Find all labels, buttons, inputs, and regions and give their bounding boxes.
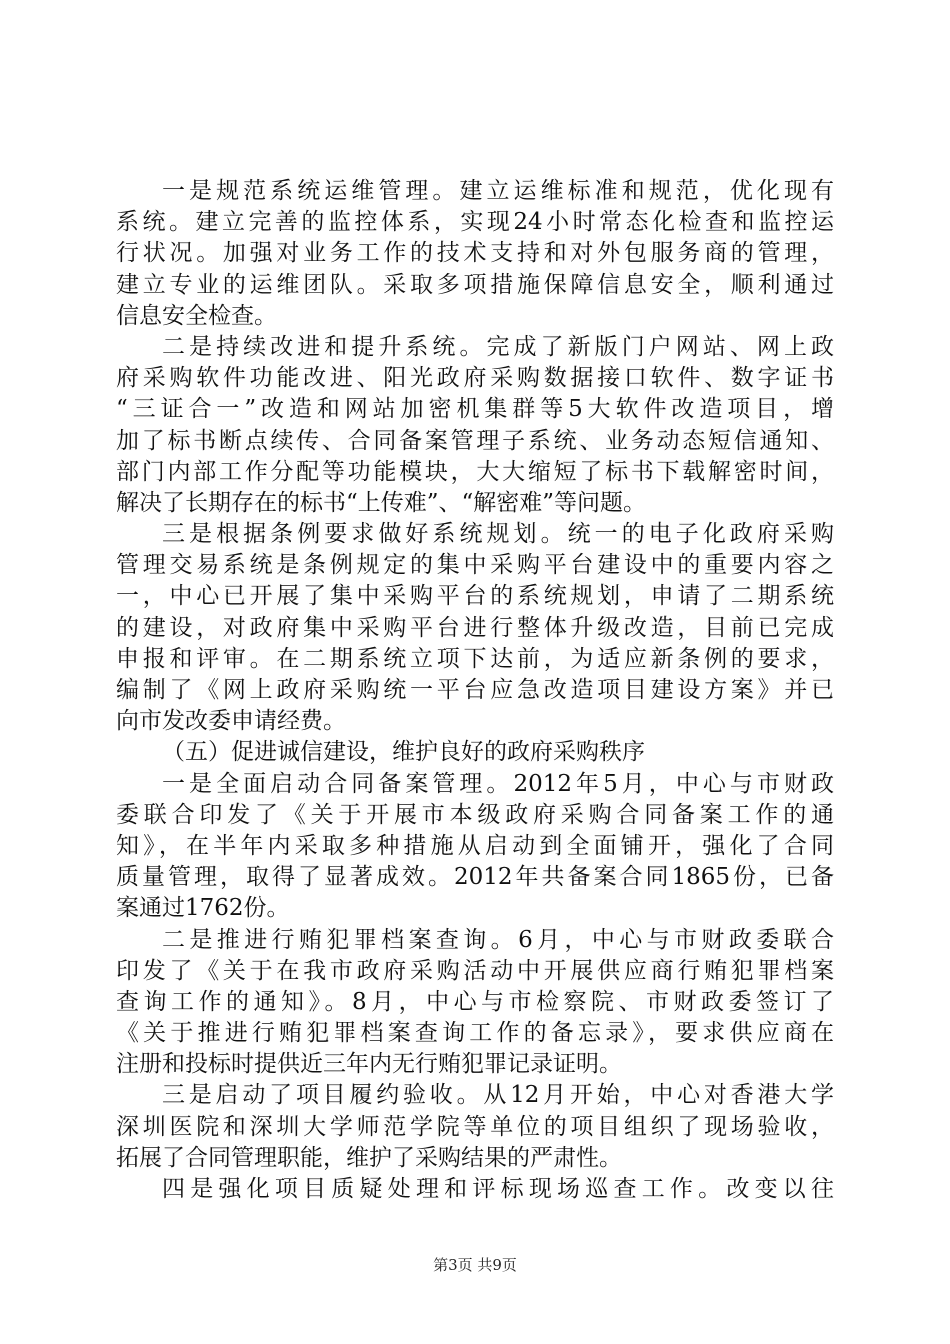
text-line: 府采购软件功能改进、阳光政府采购数据接口软件、数字证书	[116, 365, 834, 392]
text-line: 的建设，对政府集中采购平台进行整体升级改造，目前已完成	[116, 614, 834, 641]
text-line: 一，中心已开展了集中采购平台的系统规划，申请了二期系统	[116, 583, 834, 610]
document-body	[116, 176, 834, 1205]
text-line: 行状况。加强对业务工作的技术支持和对外包服务商的管理，	[116, 240, 834, 267]
text-line: 查询工作的通知》。8月，中心与市检察院、市财政委签订了	[116, 988, 834, 1015]
text-line: 向市发改委申请经费。	[116, 708, 346, 735]
text-line: 注册和投标时提供近三年内无行贿犯罪记录证明。	[116, 1051, 622, 1078]
text-line: 编制了《网上政府采购统一平台应急改造项目建设方案》并已	[116, 677, 834, 703]
text-line: 二是持续改进和提升系统。完成了新版门户网站、网上政	[162, 333, 834, 360]
page-footer: 第3页 共9页	[433, 1256, 517, 1274]
text-line: 案通过1762份。	[116, 895, 290, 922]
text-line: 印发了《关于在我市政府采购活动中开展供应商行贿犯罪档案	[116, 957, 834, 984]
text-line: 三是根据条例要求做好系统规划。统一的电子化政府采购	[162, 521, 834, 548]
text-line: 管理交易系统是条例规定的集中采购平台建设中的重要内容之	[116, 552, 834, 579]
text-line: 委联合印发了《关于开展市本级政府采购合同备案工作的通	[116, 801, 834, 828]
text-line: 深圳医院和深圳大学师范学院等单位的项目组织了现场验收，	[116, 1113, 834, 1140]
text-line: 三是启动了项目履约验收。从12月开始，中心对香港大学	[162, 1082, 834, 1109]
text-line: 拓展了合同管理职能，维护了采购结果的严肃性。	[116, 1144, 622, 1171]
text-line: 申报和评审。在二期系统立项下达前，为适应新条例的要求，	[116, 645, 834, 672]
text-line: 知》，在半年内采取多种措施从启动到全面铺开，强化了合同	[116, 832, 834, 859]
text-line: 一是全面启动合同备案管理。2012年5月，中心与市财政	[162, 770, 834, 797]
text-line: 二是推进行贿犯罪档案查询。6月，中心与市财政委联合	[162, 926, 834, 953]
text-line: （五）促进诚信建设，维护良好的政府采购秩序	[162, 739, 645, 766]
text-line: 加了标书断点续传、合同备案管理子系统、业务动态短信通知、	[116, 427, 834, 454]
text-line: 《关于推进行贿犯罪档案查询工作的备忘录》，要求供应商在	[116, 1020, 834, 1047]
text-line: 部门内部工作分配等功能模块，大大缩短了标书下载解密时间，	[116, 458, 834, 485]
text-line: 系统。建立完善的监控体系，实现24小时常态化检查和监控运	[116, 209, 834, 236]
text-line: 信息安全检查。	[116, 302, 277, 329]
text-line: 一是规范系统运维管理。建立运维标准和规范，优化现有	[162, 178, 834, 204]
text-line: 四是强化项目质疑处理和评标现场巡查工作。改变以往	[162, 1176, 834, 1202]
text-line: 解决了长期存在的标书“上传难”、“解密难”等问题。	[116, 489, 647, 516]
text-line: 质量管理，取得了显著成效。2012年共备案合同1865份，已备	[116, 864, 834, 891]
text-line: 建立专业的运维团队。采取多项措施保障信息安全，顺利通过	[116, 271, 834, 298]
text-line: “三证合一”改造和网站加密机集群等5大软件改造项目，增	[116, 396, 834, 423]
